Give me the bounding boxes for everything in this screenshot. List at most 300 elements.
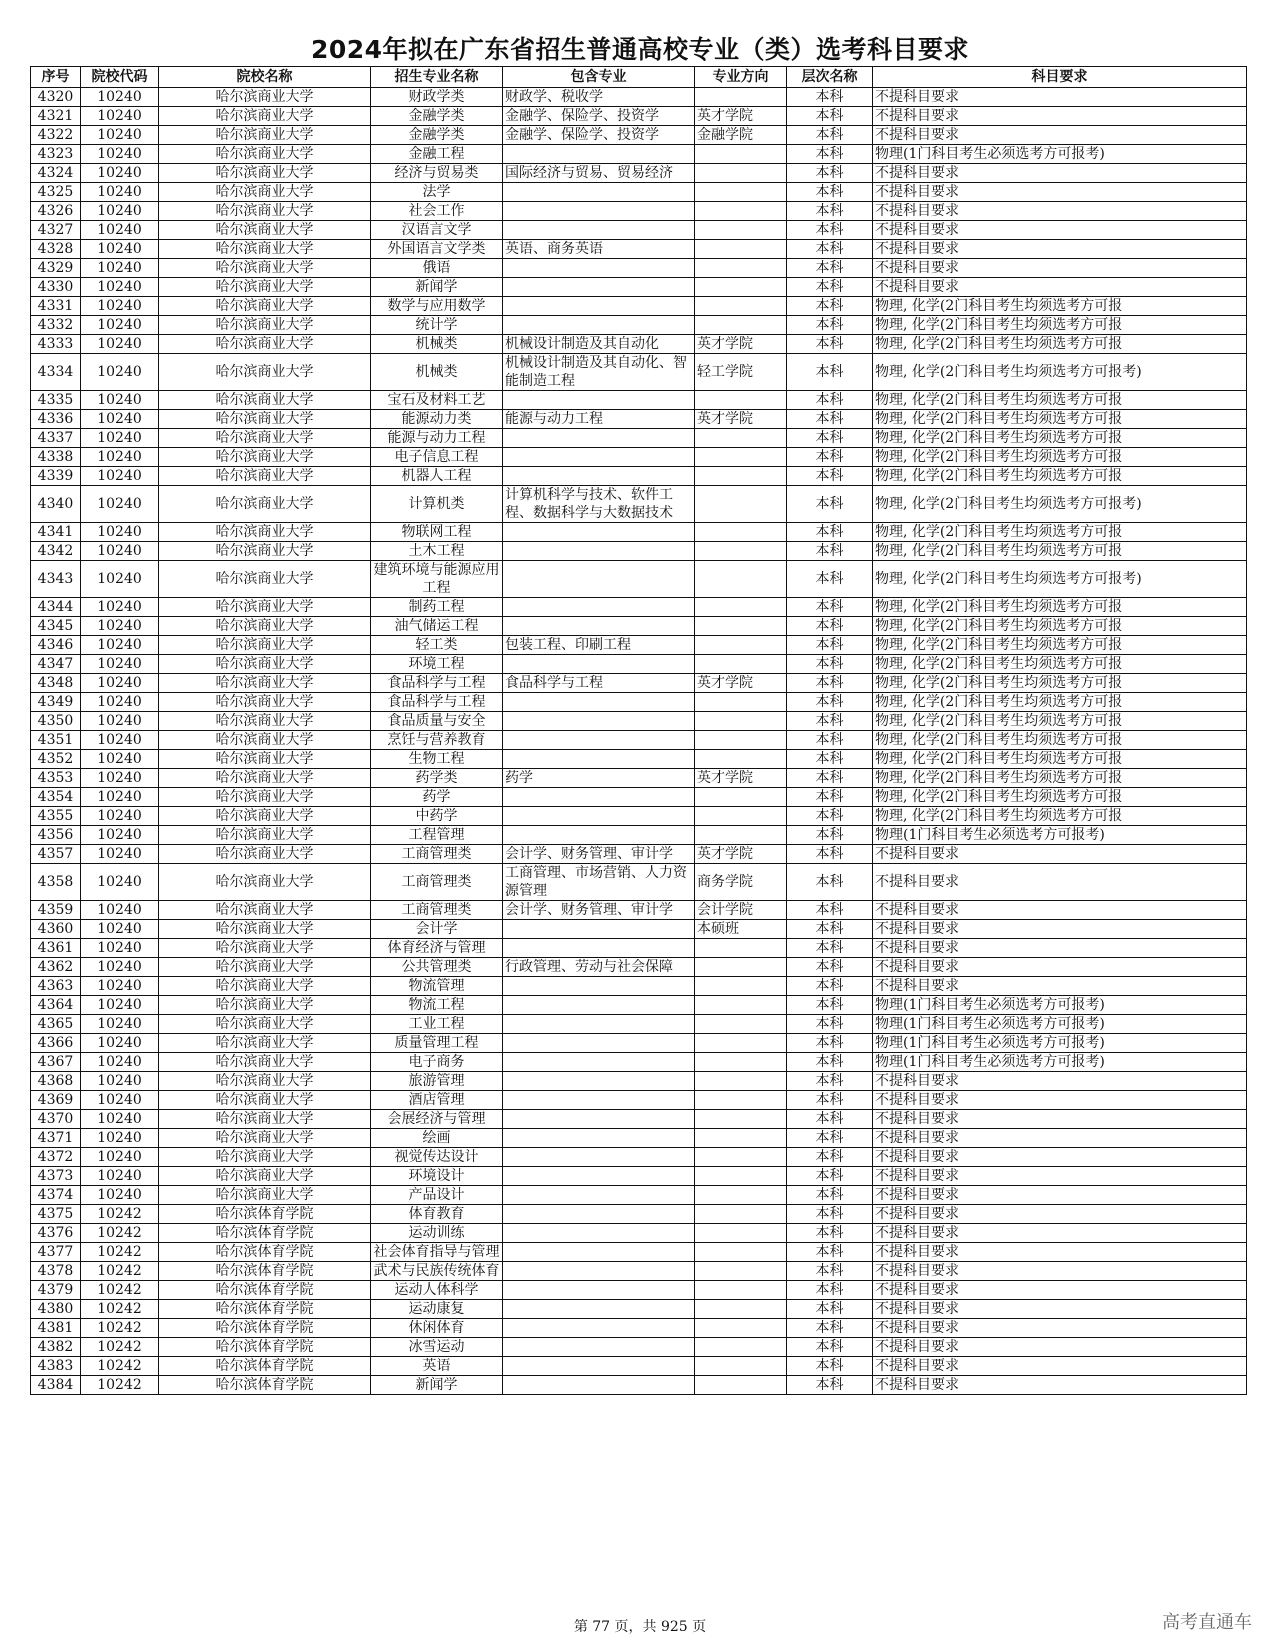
cell-school-code: 10242 [81, 1243, 159, 1262]
cell-included-majors: 会计学、财务管理、审计学 [503, 901, 695, 920]
table-row [31, 826, 1247, 845]
cell-major-name: 工商管理类 [371, 901, 503, 920]
cell-school-code: 10242 [81, 1224, 159, 1243]
cell-school-code: 10240 [81, 939, 159, 958]
cell-major-name: 视觉传达设计 [371, 1148, 503, 1167]
brand-watermark: 高考直通车 [1162, 1612, 1252, 1633]
cell-subject-requirement: 物理, 化学(2门科目考生均须选考方可报 [873, 297, 1247, 316]
cell-level: 本科 [787, 788, 873, 807]
cell-school-name: 哈尔滨商业大学 [159, 486, 371, 523]
cell-included-majors [503, 1072, 695, 1091]
table-row [31, 126, 1247, 145]
cell-included-majors [503, 1034, 695, 1053]
table-row [31, 1281, 1247, 1300]
cell-subject-requirement: 不提科目要求 [873, 864, 1247, 901]
cell-included-majors [503, 920, 695, 939]
cell-school-code: 10240 [81, 523, 159, 542]
cell-direction [695, 391, 787, 410]
cell-major-name: 社会体育指导与管理 [371, 1243, 503, 1262]
cell-direction [695, 636, 787, 655]
table-row [31, 410, 1247, 429]
cell-school-name: 哈尔滨商业大学 [159, 335, 371, 354]
cell-seq: 4346 [31, 636, 81, 655]
cell-seq: 4330 [31, 278, 81, 297]
cell-direction: 轻工学院 [695, 354, 787, 391]
cell-school-code: 10240 [81, 617, 159, 636]
cell-direction [695, 996, 787, 1015]
cell-major-name: 运动人体科学 [371, 1281, 503, 1300]
table-row [31, 807, 1247, 826]
cell-direction [695, 958, 787, 977]
cell-level: 本科 [787, 769, 873, 788]
cell-seq: 4339 [31, 467, 81, 486]
table-row [31, 316, 1247, 335]
cell-seq: 4336 [31, 410, 81, 429]
cell-subject-requirement: 不提科目要求 [873, 107, 1247, 126]
cell-subject-requirement: 物理, 化学(2门科目考生均须选考方可报 [873, 750, 1247, 769]
table-row [31, 561, 1247, 598]
cell-included-majors: 机械设计制造及其自动化、智能制造工程 [503, 354, 695, 391]
cell-seq: 4335 [31, 391, 81, 410]
cell-seq: 4354 [31, 788, 81, 807]
cell-included-majors [503, 1319, 695, 1338]
table-row [31, 958, 1247, 977]
table-row [31, 1129, 1247, 1148]
cell-school-code: 10240 [81, 561, 159, 598]
cell-school-code: 10240 [81, 712, 159, 731]
cell-level: 本科 [787, 410, 873, 429]
cell-school-code: 10242 [81, 1205, 159, 1224]
cell-school-name: 哈尔滨体育学院 [159, 1300, 371, 1319]
cell-subject-requirement: 不提科目要求 [873, 1148, 1247, 1167]
cell-direction: 金融学院 [695, 126, 787, 145]
cell-direction [695, 448, 787, 467]
cell-subject-requirement: 物理, 化学(2门科目考生均须选考方可报 [873, 542, 1247, 561]
table-row [31, 523, 1247, 542]
cell-seq: 4367 [31, 1053, 81, 1072]
cell-seq: 4352 [31, 750, 81, 769]
cell-included-majors [503, 1053, 695, 1072]
table-row [31, 107, 1247, 126]
cell-seq: 4353 [31, 769, 81, 788]
cell-seq: 4358 [31, 864, 81, 901]
table-row [31, 598, 1247, 617]
cell-school-code: 10240 [81, 335, 159, 354]
cell-direction [695, 523, 787, 542]
cell-subject-requirement: 不提科目要求 [873, 126, 1247, 145]
table-row [31, 1243, 1247, 1262]
cell-school-code: 10240 [81, 598, 159, 617]
cell-subject-requirement: 不提科目要求 [873, 1357, 1247, 1376]
cell-school-name: 哈尔滨商业大学 [159, 164, 371, 183]
cell-direction [695, 1262, 787, 1281]
cell-school-name: 哈尔滨商业大学 [159, 939, 371, 958]
cell-seq: 4321 [31, 107, 81, 126]
cell-major-name: 机械类 [371, 354, 503, 391]
cell-included-majors [503, 145, 695, 164]
cell-level: 本科 [787, 1262, 873, 1281]
cell-subject-requirement: 不提科目要求 [873, 939, 1247, 958]
table-row [31, 1167, 1247, 1186]
cell-level: 本科 [787, 126, 873, 145]
table-row [31, 1072, 1247, 1091]
cell-major-name: 物联网工程 [371, 523, 503, 542]
cell-school-name: 哈尔滨体育学院 [159, 1319, 371, 1338]
cell-school-name: 哈尔滨商业大学 [159, 1186, 371, 1205]
cell-school-code: 10240 [81, 807, 159, 826]
cell-major-name: 社会工作 [371, 202, 503, 221]
cell-major-name: 工商管理类 [371, 864, 503, 901]
cell-subject-requirement: 物理, 化学(2门科目考生均须选考方可报 [873, 617, 1247, 636]
table-row [31, 1224, 1247, 1243]
cell-major-name: 工业工程 [371, 1015, 503, 1034]
header-school-name: 院校名称 [159, 67, 371, 88]
cell-school-name: 哈尔滨商业大学 [159, 391, 371, 410]
cell-school-code: 10240 [81, 107, 159, 126]
cell-included-majors: 机械设计制造及其自动化 [503, 335, 695, 354]
table-row [31, 1338, 1247, 1357]
cell-level: 本科 [787, 1129, 873, 1148]
cell-school-code: 10242 [81, 1338, 159, 1357]
cell-major-name: 生物工程 [371, 750, 503, 769]
cell-subject-requirement: 物理(1门科目考生必须选考方可报考) [873, 996, 1247, 1015]
table-row [31, 769, 1247, 788]
cell-major-name: 休闲体育 [371, 1319, 503, 1338]
cell-subject-requirement: 不提科目要求 [873, 1129, 1247, 1148]
cell-included-majors [503, 1110, 695, 1129]
table-row [31, 354, 1247, 391]
cell-direction [695, 977, 787, 996]
header-major-name: 招生专业名称 [371, 67, 503, 88]
cell-school-name: 哈尔滨商业大学 [159, 542, 371, 561]
cell-level: 本科 [787, 1338, 873, 1357]
table-row [31, 542, 1247, 561]
cell-seq: 4369 [31, 1091, 81, 1110]
cell-included-majors [503, 1129, 695, 1148]
cell-subject-requirement: 物理, 化学(2门科目考生均须选考方可报 [873, 335, 1247, 354]
cell-school-name: 哈尔滨商业大学 [159, 354, 371, 391]
cell-included-majors [503, 561, 695, 598]
cell-subject-requirement: 不提科目要求 [873, 845, 1247, 864]
cell-subject-requirement: 物理, 化学(2门科目考生均须选考方可报 [873, 410, 1247, 429]
cell-included-majors [503, 391, 695, 410]
cell-school-code: 10240 [81, 145, 159, 164]
cell-subject-requirement: 物理, 化学(2门科目考生均须选考方可报 [873, 788, 1247, 807]
cell-included-majors [503, 316, 695, 335]
cell-direction [695, 467, 787, 486]
cell-direction [695, 183, 787, 202]
cell-included-majors [503, 278, 695, 297]
cell-subject-requirement: 物理, 化学(2门科目考生均须选考方可报考) [873, 354, 1247, 391]
cell-seq: 4359 [31, 901, 81, 920]
cell-level: 本科 [787, 1034, 873, 1053]
cell-direction: 英才学院 [695, 845, 787, 864]
cell-included-majors [503, 1357, 695, 1376]
cell-included-majors [503, 712, 695, 731]
cell-major-name: 土木工程 [371, 542, 503, 561]
cell-included-majors: 金融学、保险学、投资学 [503, 107, 695, 126]
cell-school-code: 10240 [81, 1167, 159, 1186]
document-title: 2024年拟在广东省招生普通高校专业（类）选考科目要求 [310, 35, 970, 64]
cell-seq: 4349 [31, 693, 81, 712]
table-row [31, 1262, 1247, 1281]
cell-school-name: 哈尔滨商业大学 [159, 183, 371, 202]
cell-school-name: 哈尔滨商业大学 [159, 145, 371, 164]
cell-direction [695, 1281, 787, 1300]
cell-school-code: 10242 [81, 1300, 159, 1319]
cell-direction [695, 750, 787, 769]
cell-direction [695, 1357, 787, 1376]
cell-direction: 英才学院 [695, 674, 787, 693]
cell-included-majors [503, 448, 695, 467]
cell-school-code: 10240 [81, 429, 159, 448]
table-row [31, 202, 1247, 221]
cell-major-name: 食品科学与工程 [371, 674, 503, 693]
cell-major-name: 能源与动力工程 [371, 429, 503, 448]
cell-level: 本科 [787, 807, 873, 826]
table-row [31, 391, 1247, 410]
cell-direction [695, 731, 787, 750]
cell-level: 本科 [787, 1110, 873, 1129]
cell-major-name: 财政学类 [371, 88, 503, 107]
cell-school-name: 哈尔滨商业大学 [159, 561, 371, 598]
cell-seq: 4375 [31, 1205, 81, 1224]
cell-school-code: 10240 [81, 542, 159, 561]
cell-school-name: 哈尔滨商业大学 [159, 88, 371, 107]
cell-level: 本科 [787, 297, 873, 316]
cell-direction [695, 278, 787, 297]
cell-subject-requirement: 不提科目要求 [873, 920, 1247, 939]
cell-seq: 4328 [31, 240, 81, 259]
cell-school-name: 哈尔滨商业大学 [159, 523, 371, 542]
cell-included-majors [503, 939, 695, 958]
cell-level: 本科 [787, 335, 873, 354]
table-row [31, 1110, 1247, 1129]
cell-subject-requirement: 不提科目要求 [873, 1091, 1247, 1110]
cell-school-name: 哈尔滨商业大学 [159, 901, 371, 920]
cell-level: 本科 [787, 202, 873, 221]
cell-seq: 4364 [31, 996, 81, 1015]
cell-subject-requirement: 不提科目要求 [873, 1262, 1247, 1281]
cell-level: 本科 [787, 901, 873, 920]
cell-major-name: 数学与应用数学 [371, 297, 503, 316]
cell-direction [695, 202, 787, 221]
table-row [31, 939, 1247, 958]
cell-included-majors [503, 1338, 695, 1357]
cell-major-name: 建筑环境与能源应用工程 [371, 561, 503, 598]
cell-major-name: 俄语 [371, 259, 503, 278]
cell-subject-requirement: 物理, 化学(2门科目考生均须选考方可报 [873, 429, 1247, 448]
cell-seq: 4337 [31, 429, 81, 448]
cell-school-code: 10242 [81, 1357, 159, 1376]
cell-major-name: 汉语言文学 [371, 221, 503, 240]
cell-direction [695, 1053, 787, 1072]
cell-level: 本科 [787, 1053, 873, 1072]
cell-level: 本科 [787, 1167, 873, 1186]
table-row [31, 1319, 1247, 1338]
cell-included-majors: 会计学、财务管理、审计学 [503, 845, 695, 864]
cell-major-name: 能源动力类 [371, 410, 503, 429]
cell-major-name: 武术与民族传统体育 [371, 1262, 503, 1281]
cell-subject-requirement: 不提科目要求 [873, 278, 1247, 297]
cell-direction [695, 598, 787, 617]
cell-level: 本科 [787, 1357, 873, 1376]
table-row [31, 1015, 1247, 1034]
cell-school-name: 哈尔滨体育学院 [159, 1338, 371, 1357]
cell-seq: 4323 [31, 145, 81, 164]
cell-included-majors [503, 1015, 695, 1034]
cell-direction [695, 221, 787, 240]
cell-level: 本科 [787, 1072, 873, 1091]
cell-school-code: 10240 [81, 410, 159, 429]
table-row [31, 240, 1247, 259]
cell-seq: 4338 [31, 448, 81, 467]
cell-school-name: 哈尔滨商业大学 [159, 1015, 371, 1034]
table-row [31, 145, 1247, 164]
cell-direction [695, 88, 787, 107]
cell-school-code: 10240 [81, 788, 159, 807]
cell-included-majors [503, 202, 695, 221]
cell-subject-requirement: 不提科目要求 [873, 901, 1247, 920]
cell-major-name: 体育教育 [371, 1205, 503, 1224]
cell-school-code: 10240 [81, 750, 159, 769]
cell-subject-requirement: 不提科目要求 [873, 1072, 1247, 1091]
cell-level: 本科 [787, 1281, 873, 1300]
cell-included-majors [503, 1148, 695, 1167]
cell-school-name: 哈尔滨商业大学 [159, 1072, 371, 1091]
cell-level: 本科 [787, 674, 873, 693]
cell-included-majors [503, 996, 695, 1015]
header-school-code: 院校代码 [81, 67, 159, 88]
cell-direction [695, 1110, 787, 1129]
cell-level: 本科 [787, 845, 873, 864]
cell-school-code: 10240 [81, 183, 159, 202]
cell-included-majors [503, 598, 695, 617]
cell-direction [695, 561, 787, 598]
page-number: 第 77 页，共 925 页 [573, 1619, 707, 1635]
cell-seq: 4379 [31, 1281, 81, 1300]
table-row [31, 1376, 1247, 1395]
cell-school-code: 10242 [81, 1281, 159, 1300]
cell-included-majors [503, 523, 695, 542]
cell-direction [695, 1167, 787, 1186]
cell-direction [695, 807, 787, 826]
cell-direction [695, 1224, 787, 1243]
cell-included-majors [503, 259, 695, 278]
cell-level: 本科 [787, 977, 873, 996]
cell-major-name: 药学 [371, 788, 503, 807]
cell-direction [695, 1376, 787, 1395]
cell-seq: 4345 [31, 617, 81, 636]
table-row [31, 712, 1247, 731]
cell-level: 本科 [787, 561, 873, 598]
cell-major-name: 中药学 [371, 807, 503, 826]
cell-school-name: 哈尔滨商业大学 [159, 1148, 371, 1167]
table-row [31, 335, 1247, 354]
cell-direction [695, 429, 787, 448]
cell-subject-requirement: 物理, 化学(2门科目考生均须选考方可报 [873, 448, 1247, 467]
cell-included-majors [503, 1167, 695, 1186]
cell-direction [695, 259, 787, 278]
cell-major-name: 体育经济与管理 [371, 939, 503, 958]
cell-level: 本科 [787, 1015, 873, 1034]
cell-subject-requirement: 物理(1门科目考生必须选考方可报考) [873, 1034, 1247, 1053]
cell-level: 本科 [787, 278, 873, 297]
cell-school-name: 哈尔滨体育学院 [159, 1243, 371, 1262]
cell-included-majors: 药学 [503, 769, 695, 788]
cell-direction [695, 1129, 787, 1148]
header-included-majors: 包含专业 [503, 67, 695, 88]
cell-school-name: 哈尔滨商业大学 [159, 807, 371, 826]
cell-included-majors [503, 1281, 695, 1300]
cell-school-name: 哈尔滨商业大学 [159, 202, 371, 221]
table-row [31, 1034, 1247, 1053]
cell-direction [695, 655, 787, 674]
cell-level: 本科 [787, 354, 873, 391]
cell-level: 本科 [787, 221, 873, 240]
cell-seq: 4332 [31, 316, 81, 335]
cell-included-majors [503, 297, 695, 316]
cell-major-name: 电子信息工程 [371, 448, 503, 467]
cell-school-code: 10240 [81, 1015, 159, 1034]
header-seq: 序号 [31, 67, 81, 88]
cell-seq: 4374 [31, 1186, 81, 1205]
cell-school-code: 10240 [81, 448, 159, 467]
cell-school-name: 哈尔滨商业大学 [159, 1053, 371, 1072]
cell-seq: 4348 [31, 674, 81, 693]
cell-level: 本科 [787, 617, 873, 636]
cell-seq: 4384 [31, 1376, 81, 1395]
cell-level: 本科 [787, 693, 873, 712]
cell-level: 本科 [787, 107, 873, 126]
cell-subject-requirement: 不提科目要求 [873, 183, 1247, 202]
cell-major-name: 金融学类 [371, 126, 503, 145]
cell-school-code: 10240 [81, 467, 159, 486]
cell-seq: 4343 [31, 561, 81, 598]
cell-level: 本科 [787, 1243, 873, 1262]
cell-direction: 英才学院 [695, 335, 787, 354]
cell-school-code: 10240 [81, 221, 159, 240]
cell-school-name: 哈尔滨商业大学 [159, 467, 371, 486]
cell-direction: 本硕班 [695, 920, 787, 939]
cell-seq: 4320 [31, 88, 81, 107]
cell-subject-requirement: 不提科目要求 [873, 1376, 1247, 1395]
cell-school-name: 哈尔滨商业大学 [159, 674, 371, 693]
cell-school-code: 10240 [81, 202, 159, 221]
cell-level: 本科 [787, 183, 873, 202]
cell-direction [695, 1300, 787, 1319]
cell-included-majors [503, 467, 695, 486]
table-body [31, 88, 1247, 1395]
cell-direction [695, 486, 787, 523]
cell-seq: 4381 [31, 1319, 81, 1338]
cell-major-name: 宝石及材料工艺 [371, 391, 503, 410]
cell-school-name: 哈尔滨商业大学 [159, 750, 371, 769]
cell-school-code: 10240 [81, 769, 159, 788]
cell-major-name: 机械类 [371, 335, 503, 354]
cell-direction [695, 1186, 787, 1205]
cell-level: 本科 [787, 598, 873, 617]
cell-subject-requirement: 物理, 化学(2门科目考生均须选考方可报 [873, 523, 1247, 542]
cell-major-name: 绘画 [371, 1129, 503, 1148]
cell-included-majors [503, 1262, 695, 1281]
cell-seq: 4370 [31, 1110, 81, 1129]
cell-school-name: 哈尔滨商业大学 [159, 826, 371, 845]
cell-major-name: 机器人工程 [371, 467, 503, 486]
cell-direction: 英才学院 [695, 769, 787, 788]
cell-level: 本科 [787, 1376, 873, 1395]
cell-seq: 4331 [31, 297, 81, 316]
